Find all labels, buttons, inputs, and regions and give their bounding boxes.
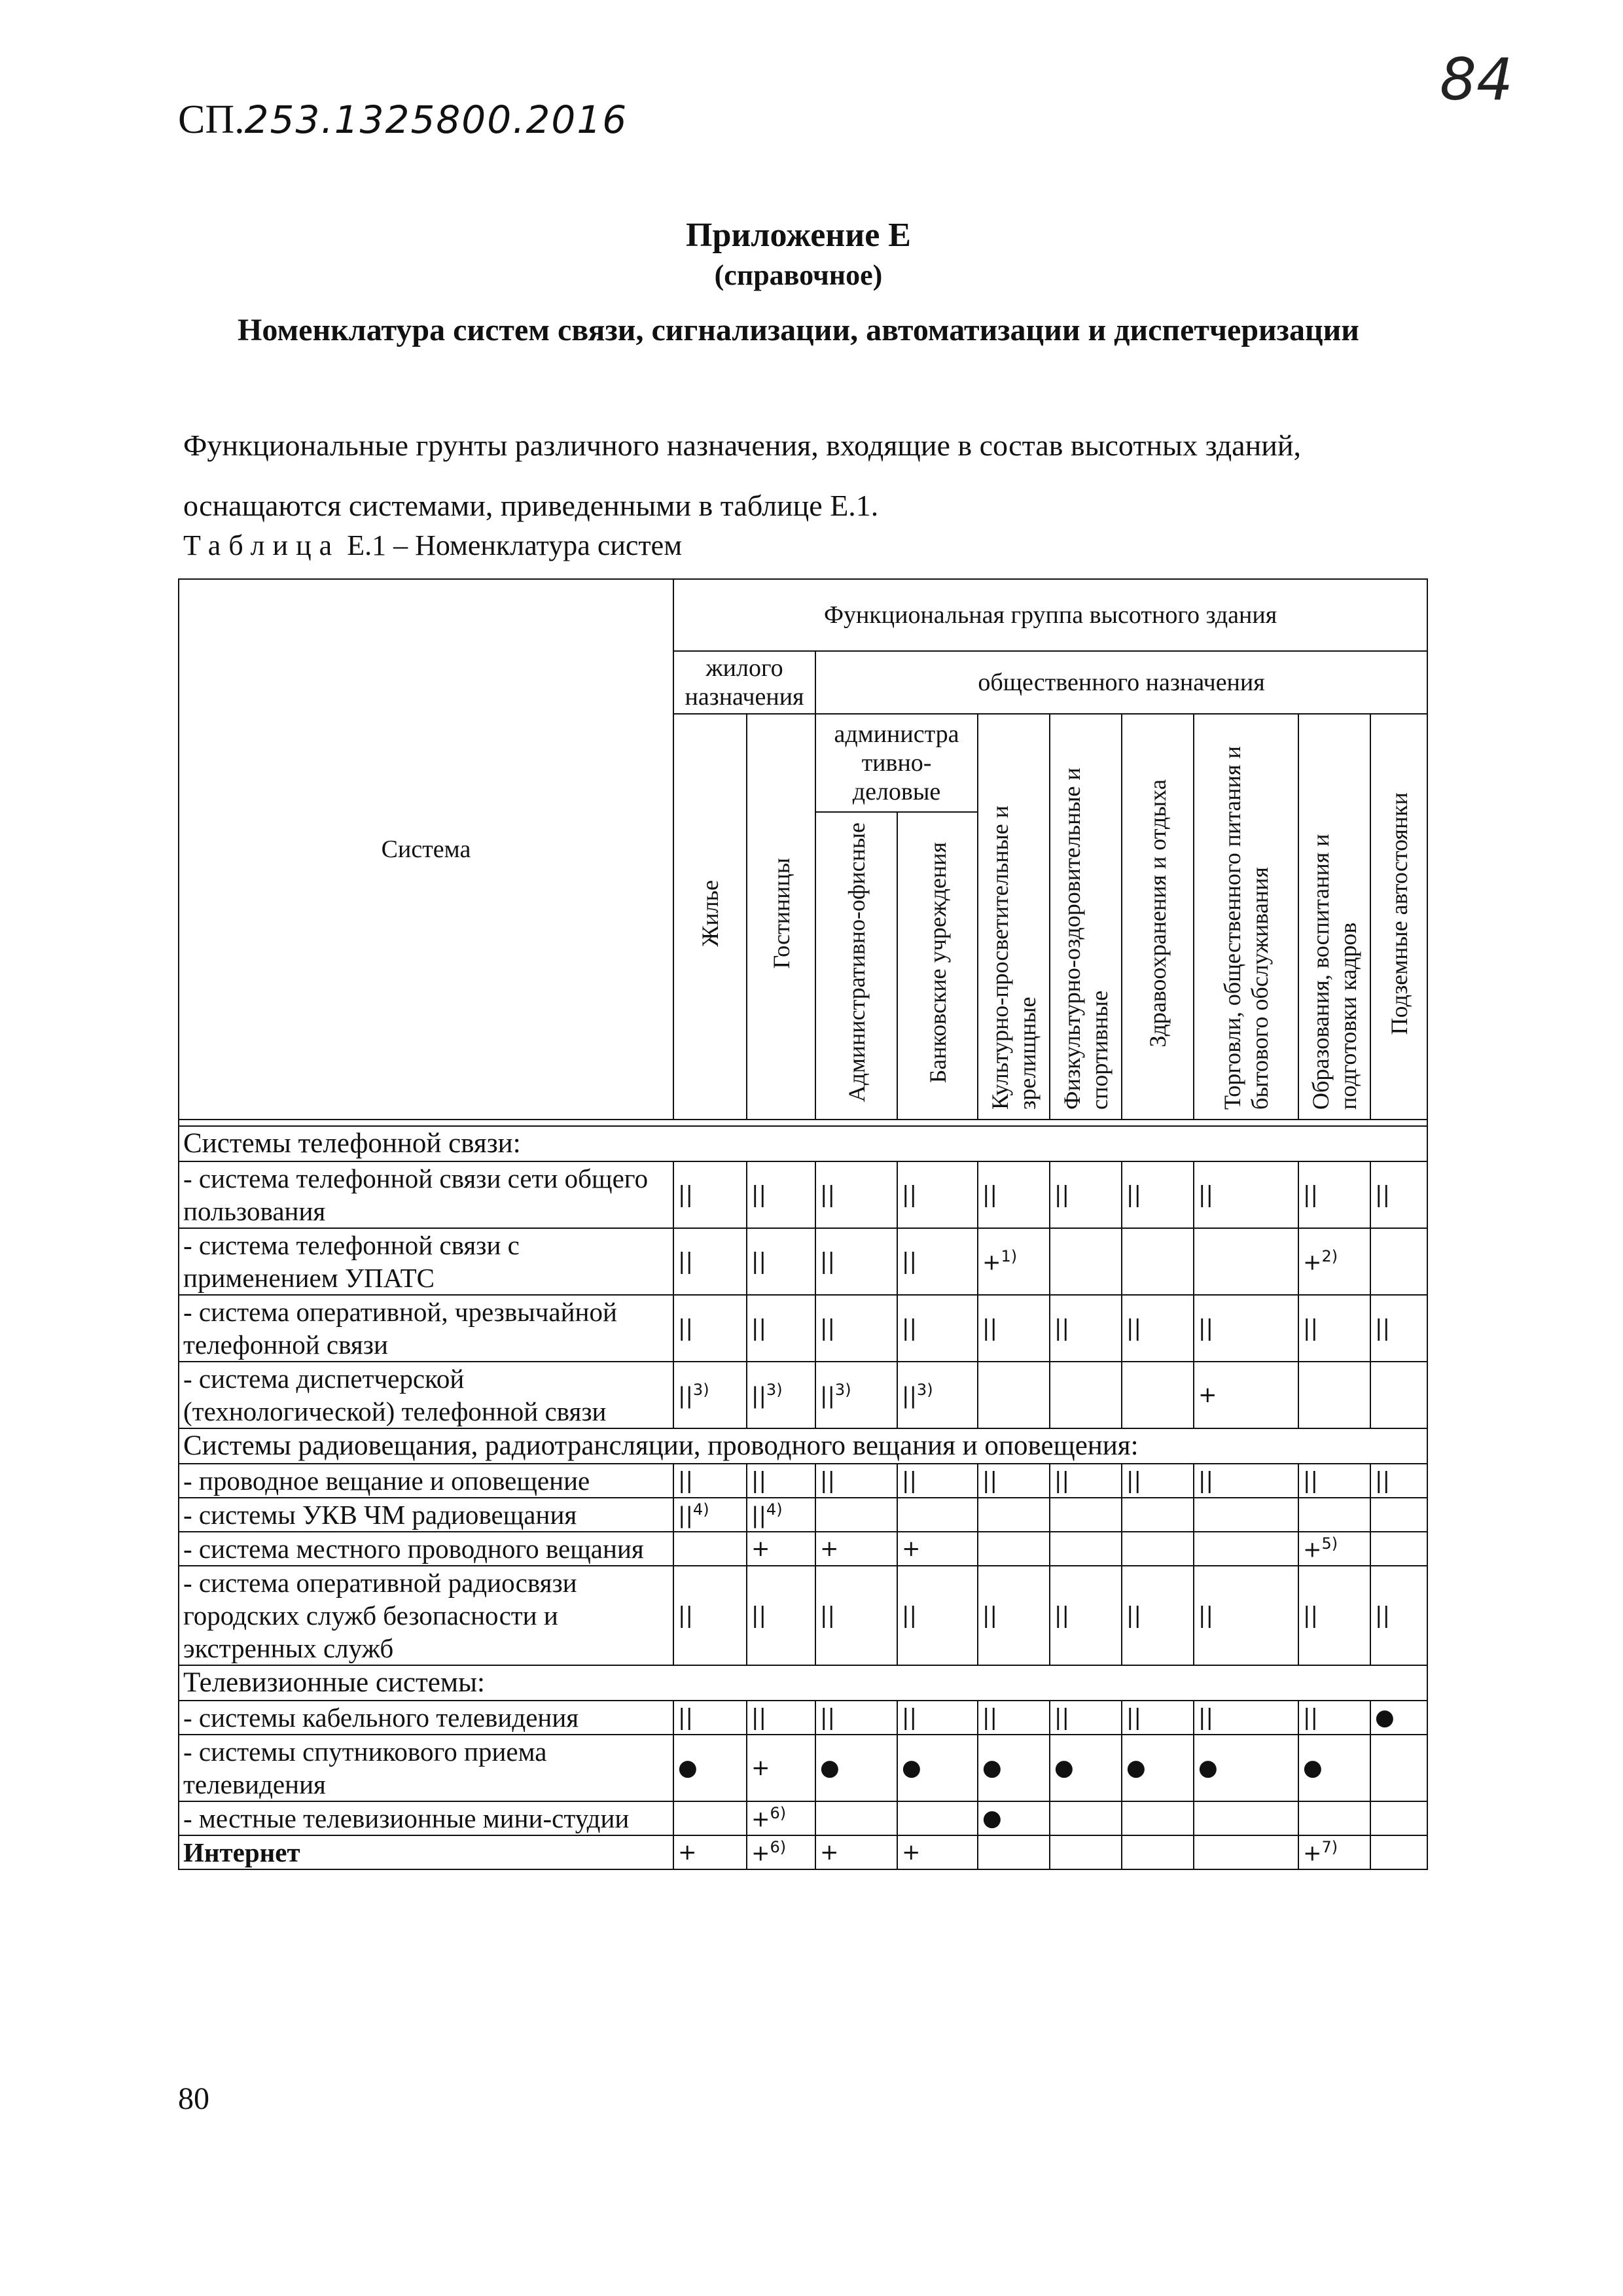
mark-symbol: || (678, 1248, 693, 1275)
table-row (179, 1498, 1427, 1532)
mark-cell (673, 1362, 747, 1428)
mark-cell (1298, 1362, 1370, 1428)
mark-symbol: || (1126, 1182, 1141, 1208)
mark-symbol: || (902, 1704, 917, 1731)
column-header: Здравоохранения и отдыха (1122, 714, 1194, 1120)
mark-symbol: + (751, 1536, 770, 1562)
system-name: - система местного проводного вещания (179, 1532, 673, 1566)
mark-cell (673, 1566, 747, 1665)
mark-symbol: || (678, 1468, 693, 1494)
mark-symbol: + (751, 1806, 770, 1833)
mark-symbol: || (1054, 1602, 1069, 1629)
column-header: Банковские учреждения (897, 812, 978, 1120)
footnote-marker: 7) (1321, 1838, 1338, 1857)
mark-symbol: || (820, 1383, 835, 1409)
mark-symbol: || (1126, 1602, 1141, 1629)
mark-symbol: || (902, 1383, 917, 1409)
mark-cell (1194, 1532, 1298, 1566)
footnote-marker: 3) (834, 1381, 851, 1400)
mark-symbol: || (902, 1315, 917, 1341)
mark-symbol: + (820, 1839, 839, 1865)
mark-cell (815, 1295, 897, 1362)
mark-symbol: + (902, 1536, 921, 1562)
footnote-marker: 1) (1001, 1247, 1018, 1266)
document-code (178, 97, 628, 143)
mark-cell (978, 1362, 1050, 1428)
mark-cell (978, 1464, 1050, 1498)
page-number: 80 (178, 2081, 209, 2116)
document-code-handwritten: 253.1325800.2016 (244, 97, 628, 142)
mark-symbol: || (982, 1315, 997, 1341)
document-code-prefix: СП. (178, 97, 245, 142)
mark-cell (897, 1498, 978, 1532)
mark-symbol: + (1198, 1382, 1217, 1408)
section-title: Системы телефонной связи: (179, 1126, 1427, 1161)
mark-cell (1298, 1228, 1370, 1295)
mark-cell (1370, 1362, 1427, 1428)
mark-cell (673, 1835, 747, 1869)
mark-cell (1370, 1566, 1427, 1665)
mark-cell (1122, 1835, 1194, 1869)
footnote-marker: 4) (692, 1500, 709, 1519)
mark-cell (1194, 1295, 1298, 1362)
column-header: Жилье (673, 714, 747, 1120)
mark-cell (897, 1228, 978, 1295)
mark-symbol: || (820, 1315, 835, 1341)
mark-cell (978, 1532, 1050, 1566)
mark-cell (1370, 1835, 1427, 1869)
mark-cell (747, 1566, 815, 1665)
mark-symbol: || (751, 1502, 766, 1529)
mark-symbol: || (820, 1468, 835, 1494)
mark-cell (897, 1701, 978, 1735)
mark-cell (1194, 1735, 1298, 1801)
mark-cell (1370, 1735, 1427, 1801)
residential-group-header: жилого назначения (673, 651, 815, 714)
mark-cell (978, 1295, 1050, 1362)
mark-cell (1122, 1701, 1194, 1735)
table-row (179, 1801, 1427, 1835)
mark-cell (747, 1498, 815, 1532)
system-name: - система телефонной связи с применением УПАТС (179, 1228, 673, 1295)
mark-cell (1122, 1532, 1194, 1566)
mark-cell (815, 1228, 897, 1295)
mark-symbol: || (1198, 1704, 1213, 1731)
mark-cell (747, 1464, 815, 1498)
mark-cell (815, 1161, 897, 1228)
mark-symbol: ● (1198, 1755, 1218, 1781)
mark-symbol: || (678, 1704, 693, 1731)
mark-cell (815, 1498, 897, 1532)
functional-group-header: Функциональная группа высотного здания (673, 579, 1427, 651)
mark-symbol: || (678, 1602, 693, 1629)
mark-cell (1298, 1835, 1370, 1869)
mark-cell (673, 1735, 747, 1801)
section-title: Телевизионные системы: (179, 1665, 1427, 1701)
mark-symbol: || (1198, 1602, 1213, 1629)
mark-cell (1050, 1498, 1122, 1532)
mark-cell (815, 1801, 897, 1835)
mark-symbol: ● (1375, 1704, 1395, 1731)
mark-cell (673, 1161, 747, 1228)
mark-cell (1050, 1532, 1122, 1566)
mark-cell (673, 1801, 747, 1835)
mark-cell (1194, 1801, 1298, 1835)
mark-cell (1298, 1498, 1370, 1532)
mark-symbol: ● (1126, 1755, 1146, 1781)
column-header: Торговли, общественного питания и бытового обслуживания (1194, 714, 1298, 1120)
column-header: Физкультурно-оздоровительные и спортивные (1050, 714, 1122, 1120)
mark-cell (897, 1295, 978, 1362)
table-caption (183, 529, 682, 562)
column-header: Культурно-просветительные и зрелищные (978, 714, 1050, 1120)
mark-cell (1370, 1498, 1427, 1532)
mark-symbol: || (678, 1502, 693, 1529)
mark-cell (815, 1532, 897, 1566)
admin-group-header: администра тивно-деловые (815, 714, 978, 812)
mark-cell (1298, 1532, 1370, 1566)
mark-symbol: + (820, 1536, 839, 1562)
mark-symbol: || (1375, 1468, 1390, 1494)
table-row (179, 1532, 1427, 1566)
mark-symbol: || (902, 1468, 917, 1494)
footnote-marker: 3) (692, 1381, 709, 1400)
system-name: - проводное вещание и оповещение (179, 1464, 673, 1498)
mark-cell (1298, 1464, 1370, 1498)
mark-symbol: || (1303, 1468, 1318, 1494)
nomenclature-table (178, 578, 1428, 1870)
footnote-marker: 6) (770, 1804, 787, 1823)
footnote-marker: 5) (1321, 1534, 1338, 1553)
system-name: - система диспетчерской (технологической) телефонной связи (179, 1362, 673, 1428)
mark-symbol: || (820, 1704, 835, 1731)
mark-cell (1194, 1835, 1298, 1869)
section-title: Системы радиовещания, радиотрансляции, проводного вещания и оповещения: (179, 1428, 1427, 1464)
mark-symbol: || (982, 1468, 997, 1494)
mark-symbol: ● (678, 1755, 698, 1781)
mark-cell (1122, 1464, 1194, 1498)
mark-cell (1370, 1464, 1427, 1498)
mark-cell (978, 1735, 1050, 1801)
mark-cell (897, 1532, 978, 1566)
mark-symbol: || (1198, 1315, 1213, 1341)
mark-cell (1050, 1161, 1122, 1228)
column-header: Подземные автостоянки (1370, 714, 1427, 1120)
system-name: - местные телевизионные мини-студии (179, 1801, 673, 1835)
mark-symbol: || (820, 1602, 835, 1629)
mark-cell (1298, 1295, 1370, 1362)
mark-symbol: || (751, 1182, 766, 1208)
mark-symbol: || (1198, 1468, 1213, 1494)
mark-cell (1122, 1295, 1194, 1362)
mark-cell (1122, 1735, 1194, 1801)
mark-cell (1122, 1566, 1194, 1665)
mark-cell (978, 1161, 1050, 1228)
mark-cell (1194, 1362, 1298, 1428)
mark-cell (1298, 1566, 1370, 1665)
mark-symbol: + (678, 1839, 697, 1865)
table-row (179, 1161, 1427, 1228)
system-name: - система телефонной связи сети общего пользования (179, 1161, 673, 1228)
column-header: Административно-офисные (815, 812, 897, 1120)
mark-cell (673, 1228, 747, 1295)
mark-symbol: || (820, 1182, 835, 1208)
table-row (179, 1464, 1427, 1498)
mark-cell (978, 1228, 1050, 1295)
mark-cell (1050, 1228, 1122, 1295)
mark-cell (978, 1498, 1050, 1532)
mark-symbol: ● (1054, 1755, 1074, 1781)
mark-cell (1122, 1228, 1194, 1295)
system-name: - системы спутникового приема телевидения (179, 1735, 673, 1801)
mark-symbol: || (1126, 1468, 1141, 1494)
mark-symbol: || (1198, 1182, 1213, 1208)
mark-cell (1194, 1498, 1298, 1532)
column-header: Образования, воспитания и подготовки кадров (1298, 714, 1370, 1120)
mark-symbol: || (982, 1182, 997, 1208)
mark-cell (897, 1566, 978, 1665)
mark-symbol: || (678, 1383, 693, 1409)
mark-symbol: || (1375, 1315, 1390, 1341)
mark-symbol: || (678, 1315, 693, 1341)
system-name: - системы кабельного телевидения (179, 1701, 673, 1735)
mark-cell (815, 1701, 897, 1735)
table-row (179, 1295, 1427, 1362)
mark-symbol: || (751, 1248, 766, 1275)
mark-symbol: || (1375, 1602, 1390, 1629)
mark-cell (747, 1295, 815, 1362)
column-header: Гостиницы (747, 714, 815, 1120)
system-name: - системы УКВ ЧМ радиовещания (179, 1498, 673, 1532)
footnote-marker: 3) (766, 1381, 783, 1400)
table-caption-text: Е.1 – Номенклатура систем (347, 529, 683, 561)
mark-symbol: + (1303, 1536, 1322, 1563)
mark-cell (1298, 1701, 1370, 1735)
mark-symbol: || (902, 1182, 917, 1208)
mark-cell (1370, 1701, 1427, 1735)
mark-cell (1298, 1801, 1370, 1835)
table-row (179, 1735, 1427, 1801)
mark-symbol: + (902, 1839, 921, 1865)
mark-symbol: ● (982, 1805, 1002, 1831)
mark-cell (747, 1801, 815, 1835)
system-name: - система оперативной, чрезвычайной телефонной связи (179, 1295, 673, 1362)
mark-cell (897, 1801, 978, 1835)
mark-symbol: || (751, 1383, 766, 1409)
section-row (179, 1665, 1427, 1701)
mark-symbol: + (1303, 1249, 1322, 1276)
appendix-title: Приложение Е (686, 217, 911, 254)
mark-symbol: || (1054, 1182, 1069, 1208)
mark-symbol: || (1054, 1315, 1069, 1341)
section-row (179, 1126, 1427, 1161)
mark-symbol: + (1303, 1840, 1322, 1867)
mark-symbol: || (751, 1602, 766, 1629)
mark-cell (815, 1566, 897, 1665)
mark-symbol: || (1375, 1182, 1390, 1208)
table-row (179, 1835, 1427, 1869)
mark-symbol: + (751, 1755, 770, 1781)
section-row (179, 1428, 1427, 1464)
mark-symbol: || (982, 1602, 997, 1629)
mark-cell (1298, 1161, 1370, 1228)
mark-cell (673, 1498, 747, 1532)
mark-symbol: || (751, 1315, 766, 1341)
mark-cell (1122, 1362, 1194, 1428)
table-caption-label: Таблица (183, 529, 340, 561)
mark-cell (673, 1295, 747, 1362)
mark-cell (815, 1464, 897, 1498)
public-group-header: общественного назначения (815, 651, 1427, 714)
mark-cell (897, 1464, 978, 1498)
mark-cell (978, 1566, 1050, 1665)
mark-cell (747, 1532, 815, 1566)
table-row (179, 1566, 1427, 1665)
mark-symbol: || (1303, 1182, 1318, 1208)
mark-cell (747, 1735, 815, 1801)
mark-cell (1194, 1566, 1298, 1665)
mark-symbol: || (902, 1602, 917, 1629)
mark-cell (1050, 1295, 1122, 1362)
mark-cell (673, 1532, 747, 1566)
mark-symbol: ● (1303, 1755, 1323, 1781)
mark-cell (1050, 1801, 1122, 1835)
appendix-subtitle: (справочное) (714, 259, 883, 291)
mark-cell (747, 1228, 815, 1295)
mark-cell (673, 1701, 747, 1735)
mark-cell (1370, 1228, 1427, 1295)
mark-symbol: ● (982, 1755, 1002, 1781)
mark-cell (1370, 1295, 1427, 1362)
mark-symbol: ● (902, 1755, 921, 1781)
mark-cell (1194, 1701, 1298, 1735)
mark-cell (978, 1835, 1050, 1869)
mark-symbol: || (751, 1468, 766, 1494)
mark-cell (815, 1835, 897, 1869)
intro-paragraph: Функциональные грунты различного назначения, входящие в состав высотных зданий, оснащаются системами, приведенными в таблице Е.1. (183, 429, 1301, 522)
table-row (179, 1701, 1427, 1735)
mark-cell (1194, 1161, 1298, 1228)
mark-cell (673, 1464, 747, 1498)
mark-symbol: + (982, 1249, 1001, 1276)
mark-cell (897, 1735, 978, 1801)
mark-cell (1194, 1228, 1298, 1295)
mark-cell (747, 1701, 815, 1735)
mark-cell (1298, 1735, 1370, 1801)
document-title: Номенклатура систем связи, сигнализации, автоматизации и диспетчеризации (238, 313, 1359, 347)
footnote-marker: 3) (916, 1381, 933, 1400)
table-row (179, 1362, 1427, 1428)
table-row (179, 1228, 1427, 1295)
mark-cell (1050, 1835, 1122, 1869)
footnote-marker: 2) (1321, 1247, 1338, 1266)
mark-symbol: || (1303, 1602, 1318, 1629)
mark-symbol: || (820, 1248, 835, 1275)
mark-cell (1370, 1532, 1427, 1566)
mark-symbol: || (751, 1704, 766, 1731)
mark-cell (1122, 1498, 1194, 1532)
mark-cell (1050, 1566, 1122, 1665)
mark-cell (1122, 1801, 1194, 1835)
mark-cell (1122, 1161, 1194, 1228)
mark-cell (897, 1161, 978, 1228)
mark-cell (897, 1835, 978, 1869)
mark-cell (747, 1161, 815, 1228)
mark-symbol: || (982, 1704, 997, 1731)
internet-row-name: Интернет (179, 1835, 673, 1869)
mark-cell (978, 1701, 1050, 1735)
mark-symbol: || (1303, 1704, 1318, 1731)
mark-cell (897, 1362, 978, 1428)
mark-symbol: || (1303, 1315, 1318, 1341)
mark-cell (815, 1362, 897, 1428)
mark-cell (815, 1735, 897, 1801)
handwritten-page-number: 84 (1440, 46, 1513, 113)
mark-cell (1194, 1464, 1298, 1498)
mark-symbol: || (1126, 1315, 1141, 1341)
mark-cell (1050, 1735, 1122, 1801)
mark-symbol: || (1054, 1468, 1069, 1494)
mark-symbol: || (1126, 1704, 1141, 1731)
system-column-header: Система (179, 579, 673, 1120)
mark-symbol: || (902, 1248, 917, 1275)
mark-symbol: + (751, 1840, 770, 1867)
mark-symbol: || (1054, 1704, 1069, 1731)
mark-cell (747, 1362, 815, 1428)
mark-cell (1370, 1161, 1427, 1228)
mark-symbol: ● (820, 1755, 840, 1781)
system-name: - система оперативной радиосвязи городских служб безопасности и экстренных служб (179, 1566, 673, 1665)
mark-cell (978, 1801, 1050, 1835)
footnote-marker: 4) (766, 1500, 783, 1519)
mark-cell (1370, 1801, 1427, 1835)
footnote-marker: 6) (770, 1838, 787, 1857)
mark-cell (1050, 1362, 1122, 1428)
mark-cell (1050, 1464, 1122, 1498)
table-body (179, 1126, 1427, 1869)
mark-symbol: || (678, 1182, 693, 1208)
mark-cell (747, 1835, 815, 1869)
mark-cell (1050, 1701, 1122, 1735)
